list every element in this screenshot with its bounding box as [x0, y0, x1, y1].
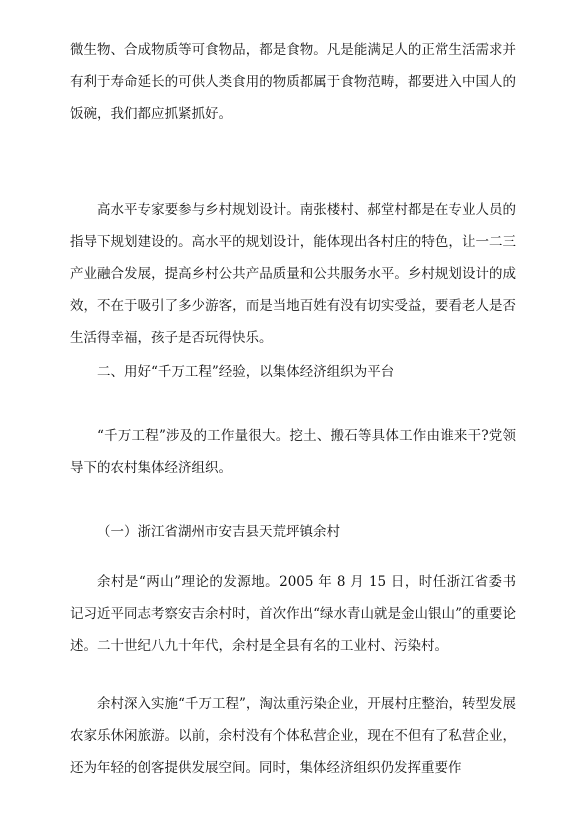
paragraph-yucun-development: 余村深入实施“千万工程”，淘汰重污染企业，开展村庄整治，转型发展农家乐休闲旅游。以前，余村没有个体私营企业，现在不但有了私营企业，还为年轻的创客提供发展空间。同时，集体经济组织仍发挥重要作	[70, 696, 516, 776]
paragraph-workload: “千万工程”涉及的工作量很大。挖土、搬石等具体工作由谁来干?党领导下的农村集体经济组织。	[70, 428, 516, 476]
section-heading-two: 二、用好“千万工程”经验，以集体经济组织为平台	[97, 364, 395, 380]
paragraph-rural-planning: 高水平专家要参与乡村规划设计。南张楼村、郝堂村都是在专业人员的指导下规划建设的。高水平的规划设计，能体现出各村庄的特色，让一二三产业融合发展，提高乡村公共产品质量和公共服务水平。乡村规划设计的成效，不在于吸引了多少游客，而是当地百姓有没有切实受益，要看老人是否生活得幸福，孩子是否玩得快乐。	[70, 202, 516, 346]
paragraph-food-scope: 微生物、合成物质等可食物品，都是食物。凡是能满足人的正常生活需求并有利于寿命延长的可供人类食用的物质都属于食物范畴，都要进入中国人的饭碗，我们都应抓紧抓好。	[70, 42, 516, 122]
subsection-heading-yucun: （一）浙江省湖州市安吉县天荒坪镇余村	[97, 524, 340, 540]
paragraph-yucun-origin: 余村是“两山”理论的发源地。2005 年 8 月 15 日，时任浙江省委书记习近平同志考察安吉余村时，首次作出“绿水青山就是金山银山”的重要论述。二十世纪八九十年代，余村是全县有名的工业村、污染村。	[70, 574, 516, 654]
